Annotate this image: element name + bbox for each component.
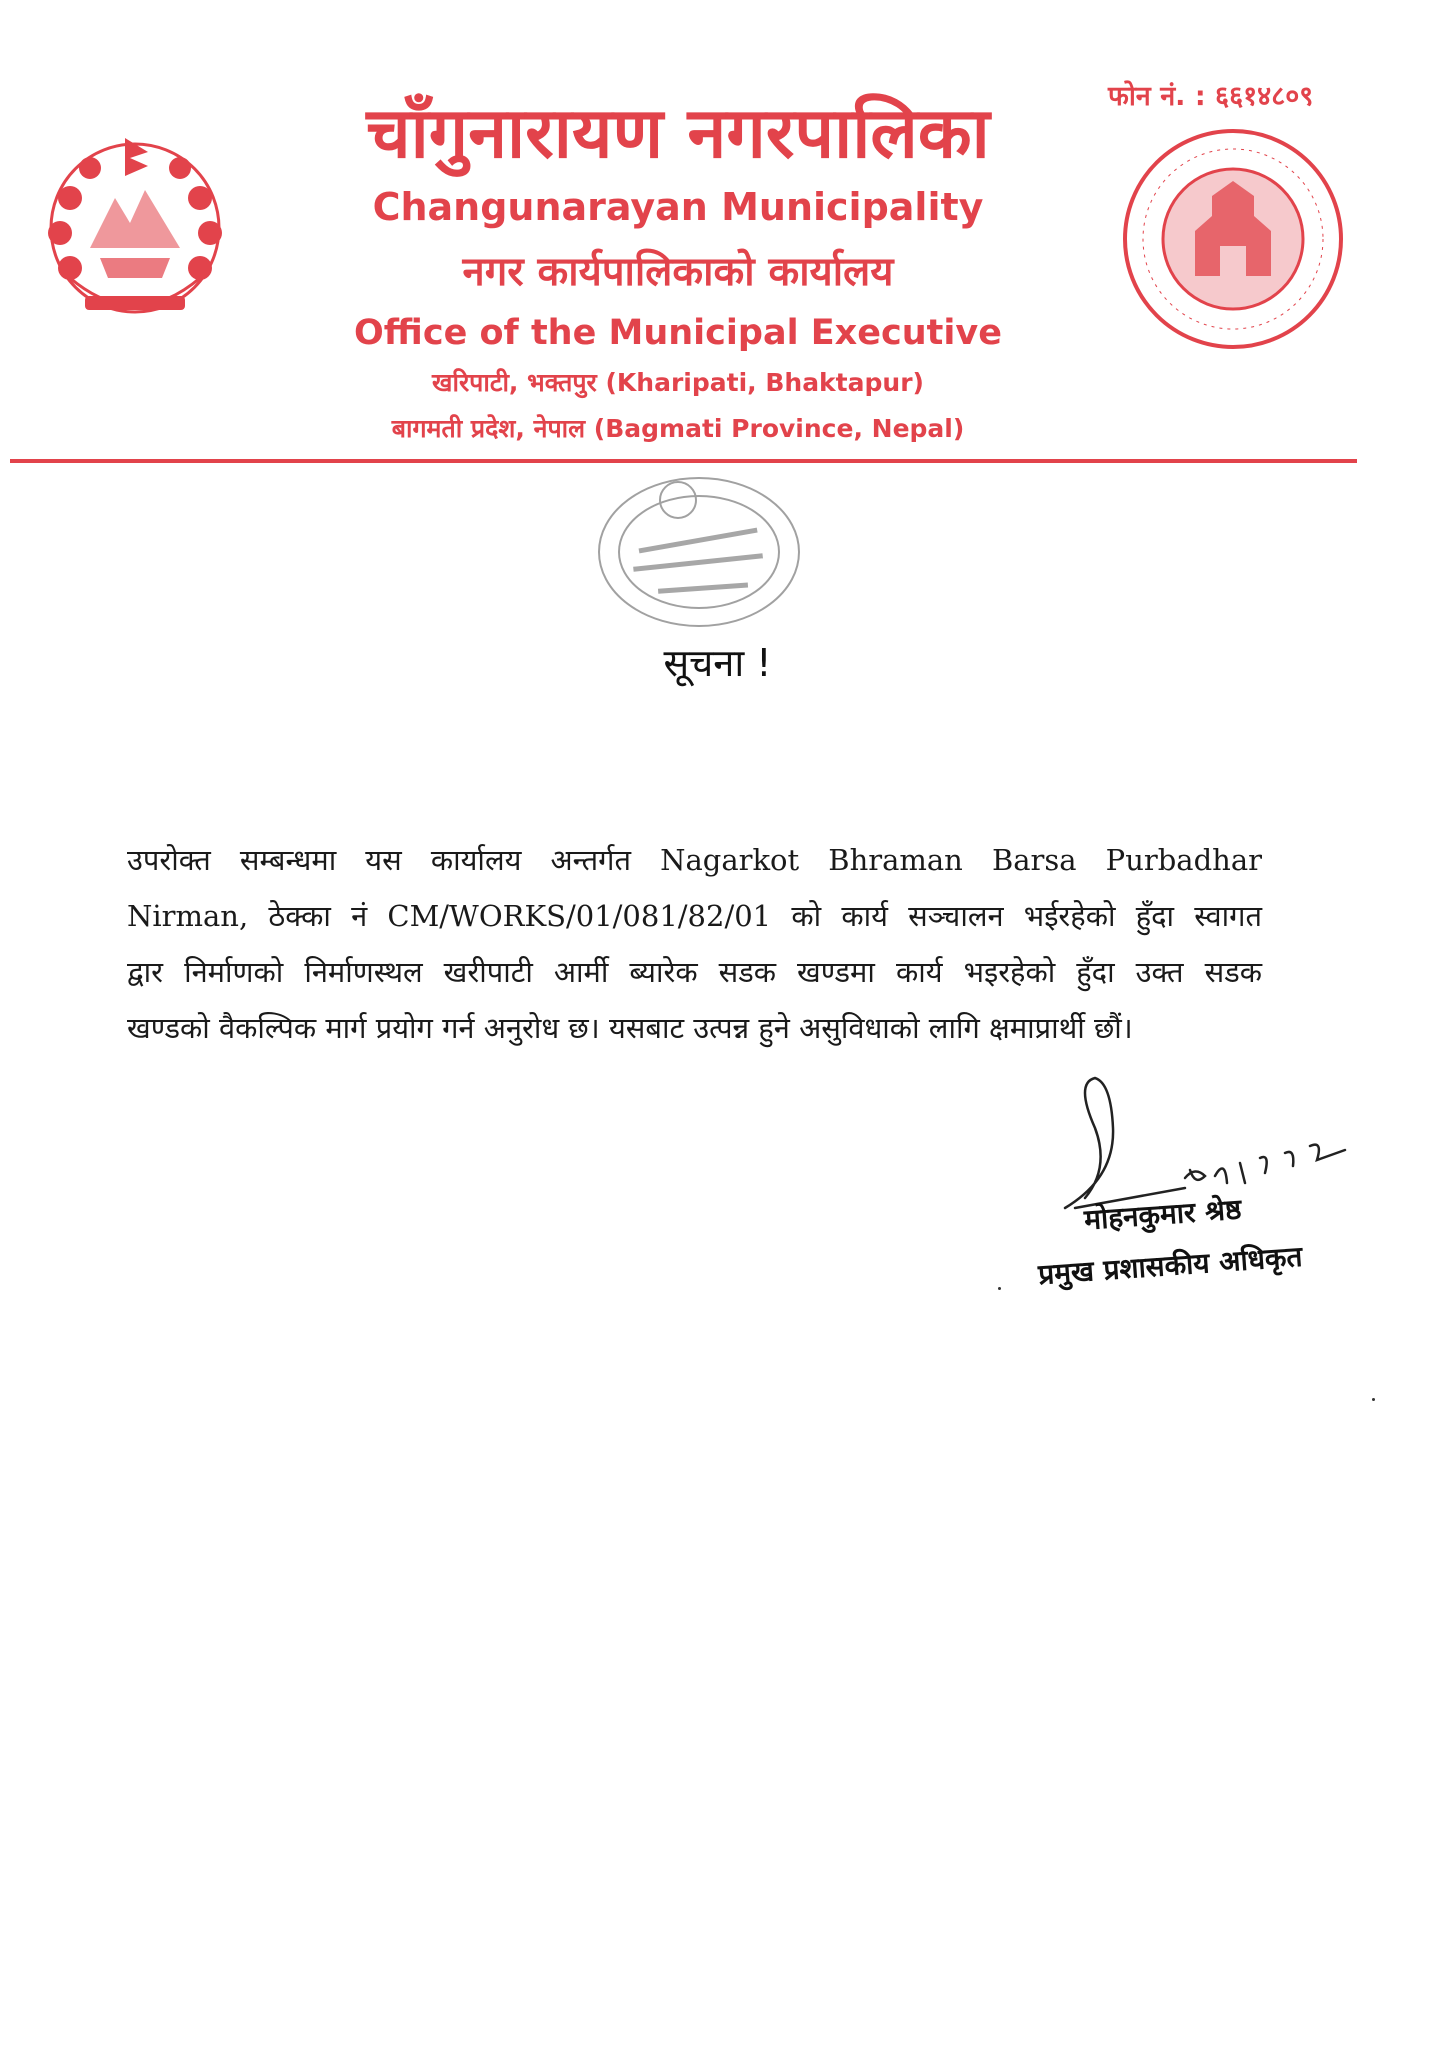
signer-title: प्रमुख प्रशासकीय अधिकृत xyxy=(1037,1239,1304,1292)
municipality-title-english: Changunarayan Municipality xyxy=(372,185,984,229)
scan-speck xyxy=(1372,1398,1375,1401)
notice-line-2: Nirman, ठेक्का नं CM/WORKS/01/081/82/01 को कार्य सञ्चालन भईरहेको हुँदा स्वागत xyxy=(127,899,1262,933)
address-line-1: खरिपाटी, भक्तपुर (Kharipati, Bhaktapur) xyxy=(432,368,924,397)
address-line-2: बागमती प्रदेश, नेपाल (Bagmati Province, Nepal) xyxy=(391,414,965,443)
nepal-emblem-icon xyxy=(30,128,240,338)
municipality-seal-icon xyxy=(1120,126,1346,352)
header-divider xyxy=(10,459,1357,463)
phone-number: फोन नं. : ६६१४८०९ xyxy=(1108,81,1314,112)
notice-line-4: खण्डको वैकल्पिक मार्ग प्रयोग गर्न अनुरोध छ। यसबाट उत्पन्न हुने असुविधाको लागि क्षमाप्रार्थी छौं। xyxy=(127,1011,1133,1045)
notice-line-1: उपरोक्त सम्बन्धमा यस कार्यालय अन्तर्गत Nagarkot Bhraman Barsa Purbadhar xyxy=(127,843,1262,877)
municipality-title-nepali: चाँगुनारायण नगरपालिका xyxy=(366,92,990,174)
office-stamp-icon xyxy=(588,468,810,636)
notice-line-3: द्वार निर्माणको निर्माणस्थल खरीपाटी आर्मी ब्यारेक सडक खण्डमा कार्य भइरहेको हुँदा उक्त सडक xyxy=(127,955,1262,989)
notice-title: सूचना ! xyxy=(663,641,772,685)
signer-name: मोहनकुमार श्रेष्ठ xyxy=(1083,1192,1243,1237)
notice-body xyxy=(127,832,1262,1056)
scan-speck xyxy=(998,1287,1001,1290)
office-title-english: Office of the Municipal Executive xyxy=(354,313,1002,353)
office-title-nepali: नगर कार्यपालिकाको कार्यालय xyxy=(462,249,894,295)
